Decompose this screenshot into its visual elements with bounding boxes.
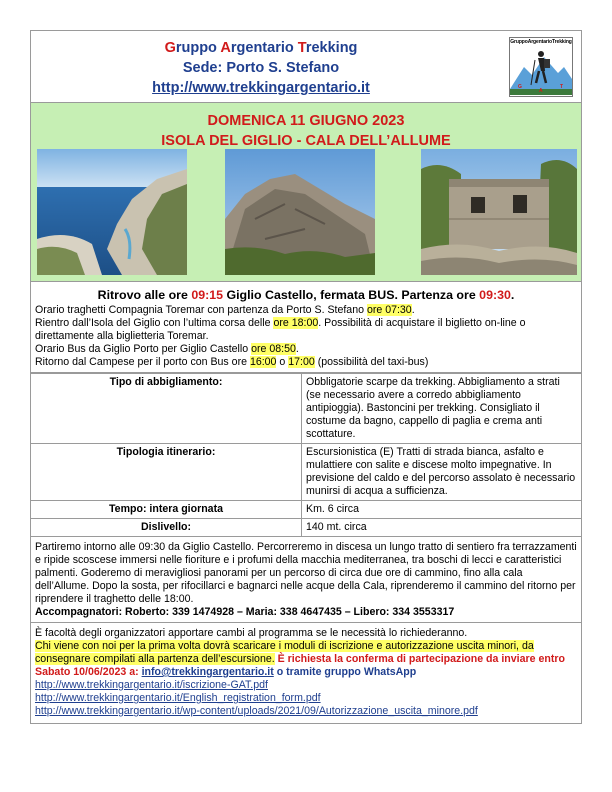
meeting-time: 09:15 <box>191 288 224 302</box>
table-row <box>31 374 582 444</box>
confirmation-note: È richiesta la conferma di partecipazione da inviare entro Sabato 10/06/2023 a: <box>35 653 565 678</box>
logo-title: GruppoArgentarioTrekking <box>510 39 572 45</box>
rock-photo <box>225 149 375 275</box>
photo-strip <box>37 149 575 275</box>
flyer <box>30 30 582 724</box>
return-schedule: Rientro dall’Isola del Giglio con l’ultima corsa delle ore 18:00. Possibilità di acquistare il biglietto on-line o direttamente alla biglietteria Toremar. <box>35 317 526 342</box>
first-time-note: Chi viene con noi per la prima volta dovrà scaricare i moduli di iscrizione e autorizzazione uscita minori, da consegnare compilati alla partenza dell’escursione. <box>35 640 534 665</box>
club-heading <box>31 38 491 98</box>
club-seat: Sede: Porto S. Stefano <box>182 60 340 76</box>
logo-letter: T <box>560 84 564 90</box>
route-description <box>30 537 582 623</box>
ferry-schedule: Orario traghetti Compagnia Toremar con partenza da Porto S. Stefano ore 07:30. <box>35 304 415 316</box>
detail-label: Tipologia itinerario: <box>31 444 302 501</box>
table-row <box>31 519 582 537</box>
details-table <box>30 373 582 537</box>
logo-letter: A <box>539 88 543 94</box>
table-row <box>31 501 582 519</box>
detail-label: Tipo di abbigliamento: <box>31 374 302 444</box>
detail-label: Dislivello: <box>31 519 302 537</box>
event-date: DOMENICA 11 GIUGNO 2023 <box>207 113 405 129</box>
coast-photo <box>37 149 187 275</box>
detail-value: 140 mt. circa <box>302 519 582 537</box>
email-link[interactable]: info@trekkingargentario.it <box>141 666 274 678</box>
detail-value: Km. 6 circa <box>302 501 582 519</box>
detail-value: Obbligatorie scarpe da trekking. Abbigliamento a strati (se necessario avere a corredo abbigliamento antipioggia). Bastoncini per trekking. Consigliato il costume da bagno, cappello di paglia e crema anti scottature. <box>302 374 582 444</box>
minor-authorization-link[interactable]: http://www.trekkingargentario.it/wp-content/uploads/2021/09/Autorizzazione_uscita_minore.pdf <box>35 705 478 717</box>
header <box>30 30 582 103</box>
meeting-line: Ritrovo alle ore 09:15 Giglio Castello, fermata BUS. Partenza ore 09:30. <box>97 288 515 302</box>
registration-form-link[interactable]: http://www.trekkingargentario.it/iscrizione-GAT.pdf <box>35 679 268 691</box>
event-heading <box>31 103 581 151</box>
organizer-note: È facoltà degli organizzatori apportare cambi al programma se le necessità lo richiederanno. <box>35 627 468 639</box>
club-name: Gruppo Argentario Trekking <box>164 40 358 56</box>
detail-value: Escursionistica (E) Tratti di strada bianca, asfalto e mulattiere con salite e discese molto impegnative. In previsione del caldo e del percorso assolato è necessario munirsi di acqua a sufficienza. <box>302 444 582 501</box>
logo-letter: G <box>518 84 522 90</box>
english-form-link[interactable]: http://www.trekkingargentario.it/English_registration_form.pdf <box>35 692 321 704</box>
event-banner <box>30 103 582 282</box>
registration-note <box>35 640 577 679</box>
ruins-photo <box>421 149 577 275</box>
guides: Accompagnatori: Roberto: 339 1474928 – Maria: 338 4647435 – Libero: 334 3553317 <box>35 606 455 618</box>
event-title: ISOLA DEL GIGLIO - CALA DELL’ALLUME <box>161 133 451 149</box>
detail-label: Tempo: intera giornata <box>31 501 302 519</box>
meeting-info <box>30 282 582 373</box>
bus-return-schedule: Ritorno dal Campese per il porto con Bus ore 16:00 o 17:00 (possibilità del taxi-bus) <box>35 356 429 368</box>
bus-schedule: Orario Bus da Giglio Porto per Giglio Castello ore 08:50. <box>35 343 299 355</box>
whatsapp-note: o tramite gruppo WhatsApp <box>273 666 417 678</box>
club-logo <box>509 37 573 97</box>
hiker-logo-icon <box>510 45 572 95</box>
table-row <box>31 444 582 501</box>
website-link[interactable]: http://www.trekkingargentario.it <box>152 80 370 96</box>
footer-notes <box>30 623 582 724</box>
description-text: Partiremo intorno alle 09:30 da Giglio Castello. Percorreremo in discesa un lungo tratto di sentiero fra terrazzamenti e ripide scoscese immersi nelle fioriture e i profumi della macchia mediterranea, tra boschi di lecci e caratteristici palmenti. Goderemo di meravigliosi panorami per un percorso di circa due ore di cammino, fino alla cala dell’Allume. Dopo la sosta, per rifocillarci e bagnarci nelle acque della Cala, riprenderemo il cammino del ritorno per riprendere il traghetto delle 18:00. <box>35 541 577 605</box>
departure-time: 09:30 <box>479 288 511 302</box>
